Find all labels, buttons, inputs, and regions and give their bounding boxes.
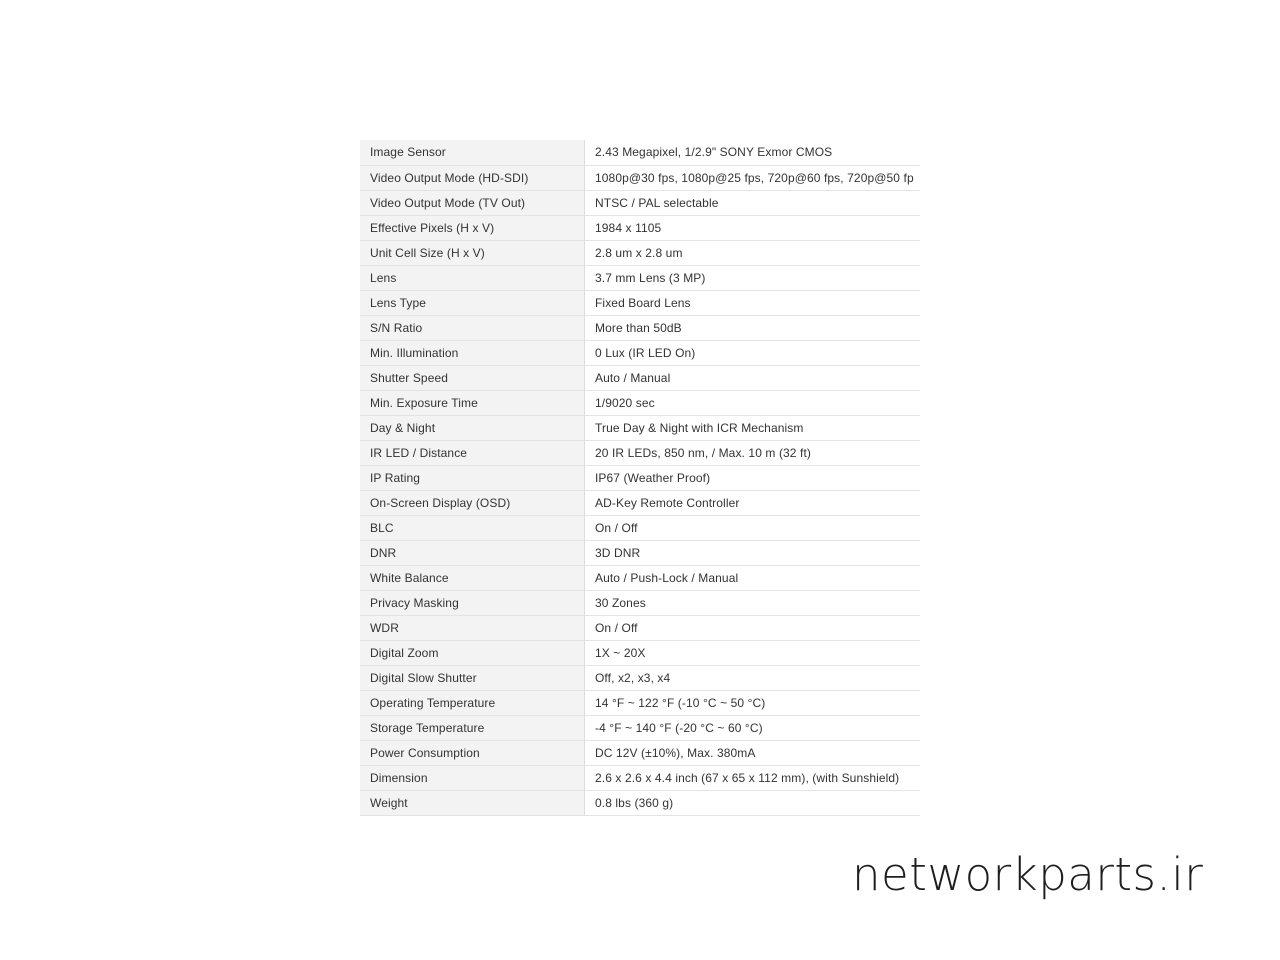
spec-label: Video Output Mode (HD-SDI) (360, 165, 585, 190)
spec-label: Effective Pixels (H x V) (360, 215, 585, 240)
spec-value: 30 Zones (585, 590, 921, 615)
spec-row (360, 465, 920, 490)
spec-value: 2.43 Megapixel, 1/2.9" SONY Exmor CMOS (585, 140, 921, 165)
spec-value: -4 °F ~ 140 °F (-20 °C ~ 60 °C) (585, 715, 921, 740)
spec-label: Weight (360, 790, 585, 815)
spec-value: Off, x2, x3, x4 (585, 665, 921, 690)
spec-value: True Day & Night with ICR Mechanism (585, 415, 921, 440)
spec-row (360, 365, 920, 390)
spec-row (360, 515, 920, 540)
spec-row (360, 315, 920, 340)
spec-row (360, 615, 920, 640)
spec-value: 1984 x 1105 (585, 215, 921, 240)
spec-value: On / Off (585, 615, 921, 640)
spec-row (360, 215, 920, 240)
spec-label: S/N Ratio (360, 315, 585, 340)
spec-row (360, 390, 920, 415)
spec-label: Power Consumption (360, 740, 585, 765)
spec-row (360, 240, 920, 265)
spec-value: More than 50dB (585, 315, 921, 340)
spec-row (360, 440, 920, 465)
spec-row (360, 140, 920, 165)
spec-row (360, 340, 920, 365)
spec-label: Min. Illumination (360, 340, 585, 365)
site-watermark: networkparts.ir (852, 848, 1204, 901)
spec-value: 2.8 um x 2.8 um (585, 240, 921, 265)
spec-label: IP Rating (360, 465, 585, 490)
spec-label: Image Sensor (360, 140, 585, 165)
spec-row (360, 190, 920, 215)
spec-value: 3D DNR (585, 540, 921, 565)
spec-label: Storage Temperature (360, 715, 585, 740)
spec-row (360, 590, 920, 615)
spec-value: 20 IR LEDs, 850 nm, / Max. 10 m (32 ft) (585, 440, 921, 465)
spec-value: 0 Lux (IR LED On) (585, 340, 921, 365)
spec-row (360, 640, 920, 665)
spec-value: 1X ~ 20X (585, 640, 921, 665)
spec-value: 0.8 lbs (360 g) (585, 790, 921, 815)
spec-value: AD-Key Remote Controller (585, 490, 921, 515)
spec-value: 1080p@30 fps, 1080p@25 fps, 720p@60 fps, 720p@50 fp (585, 165, 921, 190)
spec-label: Operating Temperature (360, 690, 585, 715)
spec-label: Privacy Masking (360, 590, 585, 615)
spec-row (360, 290, 920, 315)
spec-label: DNR (360, 540, 585, 565)
spec-row (360, 265, 920, 290)
spec-row (360, 665, 920, 690)
spec-value: 1/9020 sec (585, 390, 921, 415)
spec-value: Auto / Push-Lock / Manual (585, 565, 921, 590)
spec-label: Dimension (360, 765, 585, 790)
spec-value: 14 °F ~ 122 °F (-10 °C ~ 50 °C) (585, 690, 921, 715)
spec-value: Fixed Board Lens (585, 290, 921, 315)
spec-table-body (360, 140, 920, 815)
spec-row (360, 565, 920, 590)
spec-value: IP67 (Weather Proof) (585, 465, 921, 490)
spec-label: White Balance (360, 565, 585, 590)
spec-label: On-Screen Display (OSD) (360, 490, 585, 515)
spec-label: Lens (360, 265, 585, 290)
spec-label: Day & Night (360, 415, 585, 440)
spec-row (360, 715, 920, 740)
spec-value: Auto / Manual (585, 365, 921, 390)
spec-row (360, 790, 920, 815)
spec-label: IR LED / Distance (360, 440, 585, 465)
spec-value: 2.6 x 2.6 x 4.4 inch (67 x 65 x 112 mm), (with Sunshield) (585, 765, 921, 790)
spec-row (360, 540, 920, 565)
spec-value: DC 12V (±10%), Max. 380mA (585, 740, 921, 765)
spec-row (360, 740, 920, 765)
spec-label: Unit Cell Size (H x V) (360, 240, 585, 265)
spec-value: On / Off (585, 515, 921, 540)
spec-row (360, 165, 920, 190)
spec-row (360, 415, 920, 440)
spec-row (360, 765, 920, 790)
spec-value: NTSC / PAL selectable (585, 190, 921, 215)
spec-label: Min. Exposure Time (360, 390, 585, 415)
spec-label: Lens Type (360, 290, 585, 315)
spec-row (360, 490, 920, 515)
spec-label: Shutter Speed (360, 365, 585, 390)
spec-label: Digital Zoom (360, 640, 585, 665)
spec-label: BLC (360, 515, 585, 540)
spec-label: WDR (360, 615, 585, 640)
spec-label: Video Output Mode (TV Out) (360, 190, 585, 215)
spec-table (360, 140, 920, 816)
spec-label: Digital Slow Shutter (360, 665, 585, 690)
spec-value: 3.7 mm Lens (3 MP) (585, 265, 921, 290)
spec-row (360, 690, 920, 715)
